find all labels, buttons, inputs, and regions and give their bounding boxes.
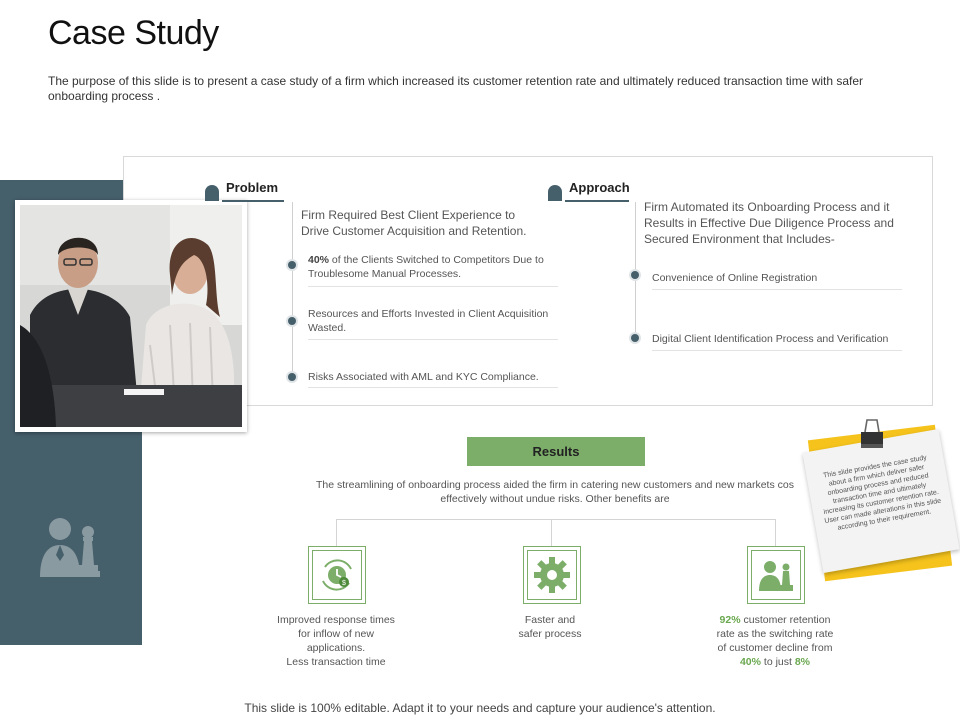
results-tree-branch — [551, 519, 552, 546]
benefit-2-line-1: Faster and — [524, 614, 576, 626]
sticky-note-text: This slide provides the case study about a firm which deliver safer onboarding process and reduced transaction time and ultimately increasing its customer retention rate. User can made alterations in this slide according to their requirement. — [822, 454, 942, 532]
svg-text:$: $ — [342, 580, 346, 587]
meeting-photo — [15, 200, 247, 432]
problem-bullet-dot — [288, 317, 296, 325]
problem-bullet-2: Resources and Efforts Invested in Client Acquisition Wasted. — [308, 308, 549, 334]
benefit-2-icon-box — [523, 546, 581, 604]
problem-heading: Problem — [226, 180, 279, 195]
benefit-3-icon-box — [747, 546, 805, 604]
benefit-3-line-1 — [700, 613, 850, 627]
problem-bullet-3: Risks Associated with AML and KYC Compliance. — [308, 371, 539, 383]
problem-timeline — [292, 202, 293, 378]
benefit-2-line-2: safer process — [518, 628, 582, 640]
problem-bullet-dot — [288, 261, 296, 269]
problem-bullet-underline — [308, 339, 558, 340]
approach-bullet-2: Digital Client Identification Process and Verification — [652, 333, 889, 345]
problem-bullet-underline — [308, 286, 558, 287]
benefit-3-percent-40: 40% — [739, 656, 761, 668]
approach-heading-underline — [565, 200, 629, 202]
problem-bullet-dot — [288, 373, 296, 381]
benefit-3-text-1: customer retention — [740, 614, 831, 626]
problem-intro: Firm Required Best Client Experience to Drive Customer Acquisition and Retention. — [301, 208, 527, 238]
approach-bullet-underline — [652, 289, 902, 290]
slide-title: Case Study — [48, 14, 219, 52]
gear-icon — [528, 551, 576, 599]
problem-bullet-1 — [308, 254, 558, 281]
benefit-2-text — [480, 613, 620, 641]
slide-subtitle: The purpose of this slide is to present a case study of a firm which increased its customer retention rate and ultimately reduced transaction time with safer onboarding process . — [48, 74, 864, 103]
benefit-2-icon-frame — [527, 550, 577, 600]
approach-bullet-dot — [631, 334, 639, 342]
benefit-1-line-4: Less transaction time — [286, 656, 386, 668]
problem-bullet-1-highlight: 40% — [308, 254, 330, 266]
problem-bullet-underline — [308, 387, 558, 388]
approach-bullet-1: Convenience of Online Registration — [652, 272, 818, 284]
businessman-chess-icon — [38, 515, 102, 579]
clock-dollar-icon — [313, 551, 361, 599]
benefit-3-percent-92: 92% — [719, 614, 741, 626]
results-heading: Results — [467, 437, 645, 466]
benefit-3-line-3: of customer decline from — [717, 642, 833, 654]
binder-clip-icon — [858, 418, 886, 452]
benefit-1-text — [256, 613, 416, 669]
problem-pin-icon — [205, 185, 219, 201]
results-tree-line — [336, 519, 776, 520]
problem-heading-underline — [222, 200, 284, 202]
benefit-3-text-2: to just — [760, 656, 795, 668]
benefit-3-line-4 — [700, 655, 850, 669]
results-tree-branch — [336, 519, 337, 546]
approach-intro: Firm Automated its Onboarding Process and it Results in Effective Due Diligence Process and Secured Environment that Includes- — [644, 200, 894, 246]
approach-heading: Approach — [569, 180, 630, 195]
benefit-1-line-1: Improved response times — [277, 614, 395, 626]
approach-bullet-underline — [652, 350, 902, 351]
approach-pin-icon — [548, 185, 562, 201]
benefit-3-icon-frame — [751, 550, 801, 600]
user-chess-icon — [752, 551, 800, 599]
results-description: The streamlining of onboarding process aided the firm in catering new customers and new markets cos effectively without undue risks. Other benefits are — [316, 479, 794, 505]
approach-bullet-dot — [631, 271, 639, 279]
results-tree-branch — [775, 519, 776, 546]
slide-footer: This slide is 100% editable. Adapt it to your needs and capture your audience's attention. — [244, 701, 716, 715]
benefit-3-percent-8: 8% — [794, 656, 811, 668]
benefit-1-line-3: applications. — [306, 642, 366, 654]
benefit-1-icon-box — [308, 546, 366, 604]
benefit-1-icon-frame — [312, 550, 362, 600]
meeting-photo-image — [20, 205, 242, 427]
benefit-3-text — [700, 613, 850, 669]
benefit-3-line-2: rate as the switching rate — [716, 628, 834, 640]
problem-bullet-1-text: of the Clients Switched to Competitors Due to Troublesome Manual Processes. — [308, 254, 544, 280]
benefit-1-line-2: for inflow of new — [298, 628, 374, 640]
